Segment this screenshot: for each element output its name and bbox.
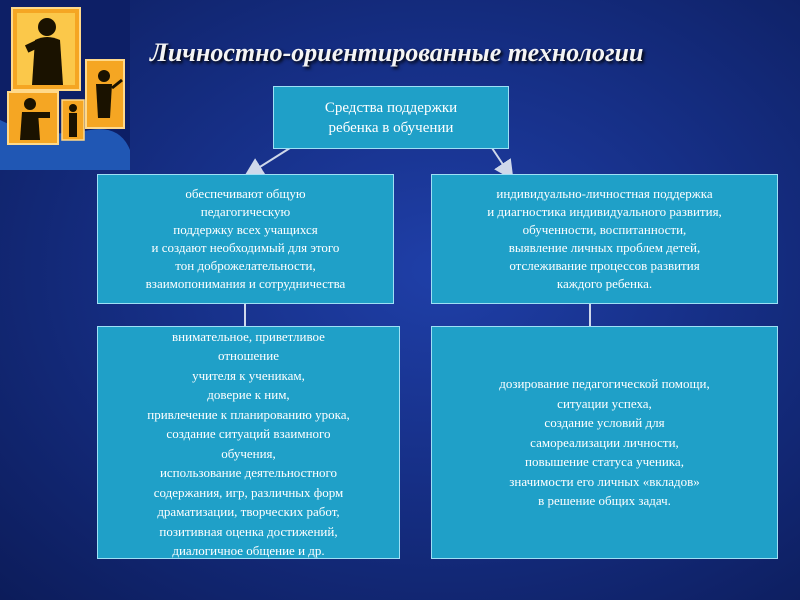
text-line: позитивная оценка достижений, (159, 523, 338, 539)
text-line: ситуации успеха, (557, 395, 652, 411)
text-line: внимательное, приветливое (172, 328, 325, 344)
text-line: драматизации, творческих работ, (157, 504, 340, 519)
arrow-to-left-top (252, 148, 290, 172)
root-line: Средства поддержки (324, 99, 458, 116)
text-line: каждого ребенка. (556, 276, 653, 291)
text-line: содержания, игр, различных форм (153, 484, 344, 500)
root-box (273, 86, 509, 149)
text-line: и диагностика индивидуального развития, (487, 204, 722, 219)
text-line: дозирование педагогической помощи, (499, 376, 710, 392)
text-line: обеспечивают общую (185, 186, 306, 201)
text-line: индивидуально-личностная поддержка (496, 186, 713, 201)
text-line: отслеживание процессов развития (509, 258, 700, 273)
text-line: выявление личных проблем детей, (508, 240, 701, 255)
text-line: и создают необходимый для этого (151, 240, 340, 255)
right-top-box (431, 174, 778, 304)
right-bottom-box (431, 326, 778, 559)
text-line: отношение (218, 348, 279, 363)
text-line: обучения, (221, 445, 276, 461)
text-line: привлечение к планированию урока, (147, 406, 350, 422)
text-line: поддержку всех учащихся (173, 222, 318, 237)
text-line: доверие к ним, (207, 387, 290, 402)
page-title: Личностно-ориентированные технологии (150, 38, 644, 67)
text-line: создание ситуаций взаимного (166, 426, 331, 441)
text-line: педагогическую (200, 204, 291, 219)
text-line: значимости его личных «вкладов» (509, 473, 700, 489)
text-line: в решение общих задач. (538, 493, 671, 509)
text-line: обученности, воспитанности, (522, 222, 687, 237)
root-line: ребенка в обучении (328, 119, 454, 136)
text-line: взаимопонимания и сотрудничества (145, 276, 346, 291)
text-line: диалогичное общение и др. (172, 543, 325, 558)
arrow-to-right-top (492, 148, 508, 172)
text-line: тон доброжелательности, (175, 258, 316, 273)
left-top-box (97, 174, 394, 304)
left-bottom-box (97, 326, 400, 559)
text-line: создание условий для (544, 415, 665, 431)
text-line: учителя к ученикам, (192, 367, 305, 383)
text-line: использование деятельностного (159, 465, 338, 480)
text-line: самореализации личности, (530, 434, 679, 450)
text-line: повышение статуса ученика, (525, 454, 684, 470)
